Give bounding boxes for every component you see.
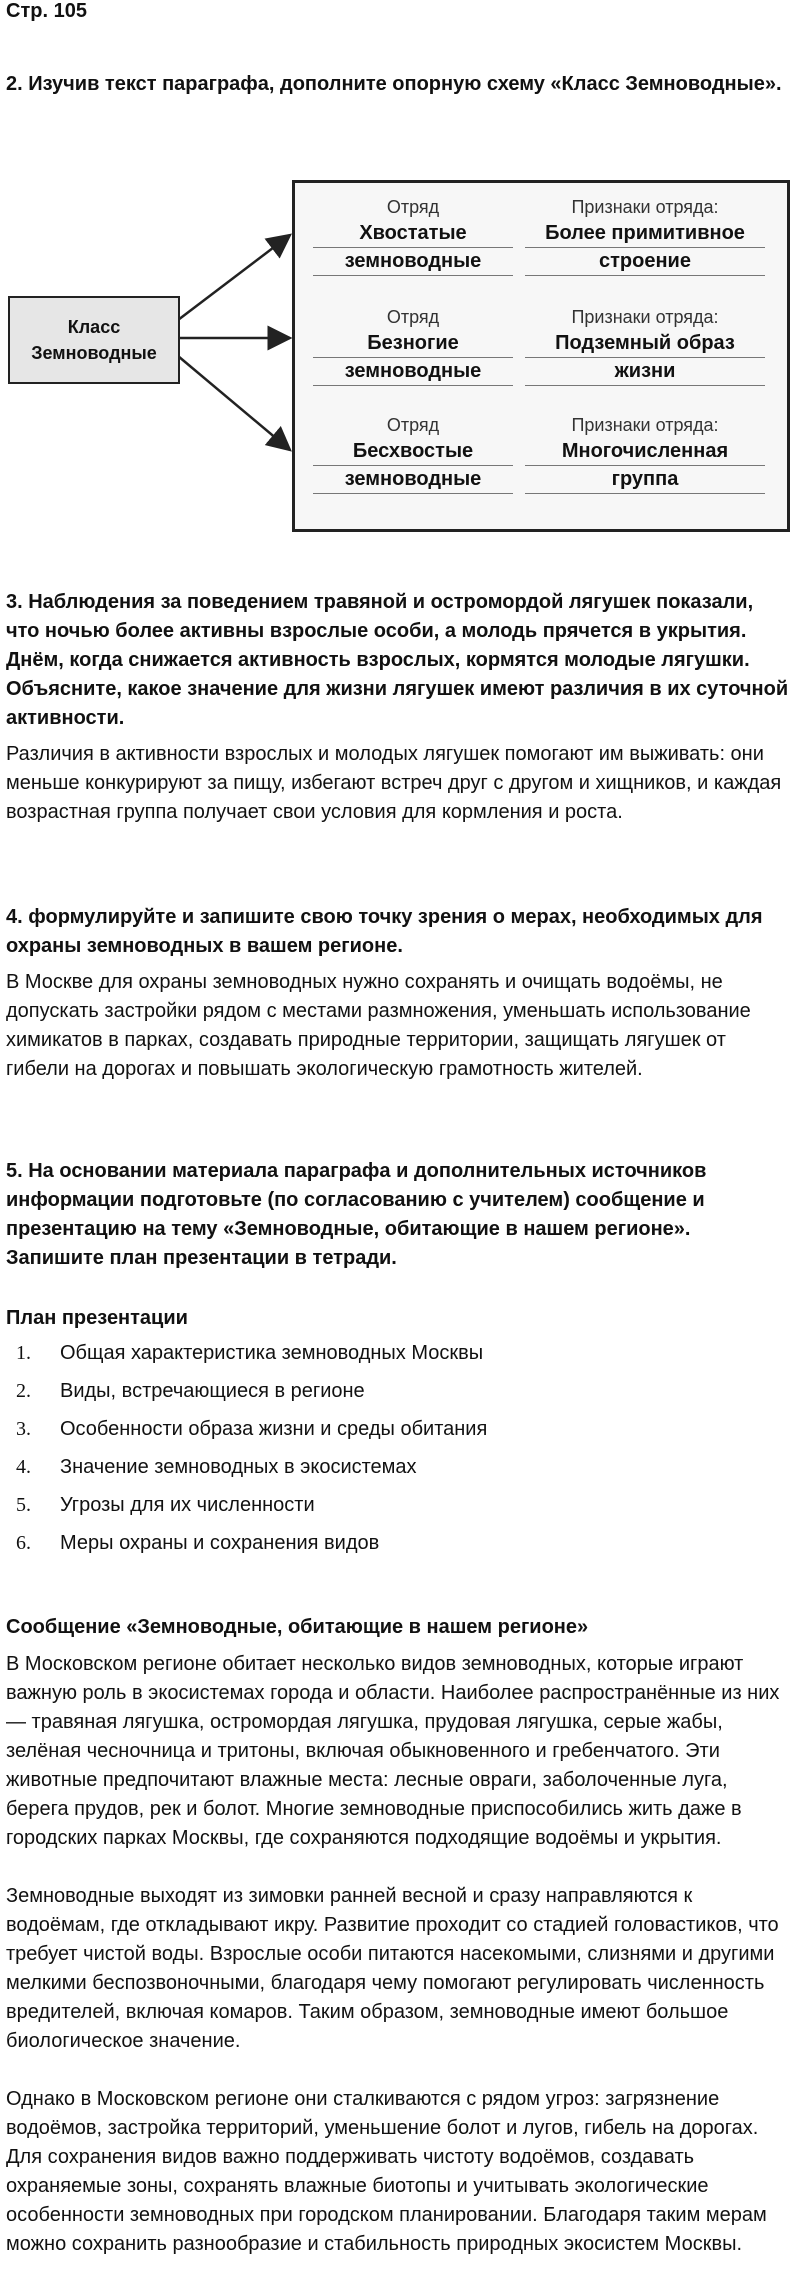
order-cell-2 [313, 305, 513, 385]
answer-line [525, 275, 765, 276]
order-label: Отряд [386, 307, 440, 327]
answer-line [525, 357, 765, 358]
list-text: Угрозы для их численности [60, 1494, 315, 1516]
order-value-line-2: земноводные [344, 360, 482, 382]
list-number: 2. [16, 1380, 31, 1402]
question-5: 5. На основании материала параграфа и дополнительных источников информации подготовьте (по согласованию с учителем) сообщение и презентацию на тему «Земноводные, обитающие в нашем регионе». Запишите план презентации в тетради. [6, 1160, 707, 1269]
answer-line [525, 465, 765, 466]
list-text: Значение земноводных в экосистемах [60, 1456, 417, 1478]
list-number: 6. [16, 1532, 31, 1554]
page-number: Стр. 105 [6, 0, 87, 22]
list-text: Виды, встречающиеся в регионе [60, 1380, 365, 1402]
signs-value-line-2: строение [599, 250, 691, 272]
signs-value-line-1: Подземный образ [555, 332, 735, 354]
answer-line [313, 465, 513, 466]
question-2: 2. Изучив текст параграфа, дополните опорную схему «Класс Земноводные». [6, 73, 782, 95]
order-value-line-2: земноводные [344, 468, 482, 490]
order-value-line-1: Хвостатые [359, 222, 467, 244]
orders-box [292, 180, 790, 532]
signs-cell-2 [525, 305, 765, 385]
class-label-line-1: Класс [67, 317, 121, 337]
order-value-line-1: Безногие [367, 332, 459, 354]
class-box [8, 296, 180, 384]
class-label-line-2: Земноводные [31, 343, 157, 363]
signs-cell-1 [525, 195, 765, 275]
answer-4: В Москве для охраны земноводных нужно сохранять и очищать водоёмы, не допускать застройки рядом с местами размножения, уменьшать использование химикатов в парках, создавать природные территории, защищать лягушек от гибели на дорогах и повышать экологическую грамотность жителей. [6, 971, 751, 1080]
answer-line [313, 357, 513, 358]
order-label: Отряд [386, 197, 440, 217]
signs-value-line-2: группа [611, 468, 679, 490]
answer-line [525, 247, 765, 248]
question-3: 3. Наблюдения за поведением травяной и остромордой лягушек показали, что ночью более активны взрослые особи, а молодь прячется в укрытия. Днём, когда снижается активность взрослых, кормятся молодые лягушки. Объясните, какое значение для жизни лягушек имеют различия в их суточной активности. [6, 591, 789, 729]
signs-cell-3 [525, 413, 765, 493]
order-value-line-1: Бесхвостые [352, 440, 474, 462]
message-title: Сообщение «Земноводные, обитающие в нашем регионе» [6, 1616, 589, 1638]
list-number: 3. [16, 1418, 31, 1440]
arrow-to-row-1 [178, 235, 290, 320]
answer-line [525, 493, 765, 494]
message-paragraph-3: Однако в Московском регионе они сталкиваются с рядом угроз: загрязнение водоёмов, застройка территорий, уменьшение болот и лугов, гибель на дорогах. Для сохранения видов важно поддерживать чистоту водоёмов, создавать охраняемые зоны, сохранять влажные биотопы и учитывать экологические особенности земноводных при городском планировании. Благодаря таким мерам можно сохранить разнообразие и стабильность природных экосистем Москвы. [6, 2088, 767, 2255]
question-4: 4. формулируйте и запишите свою точку зрения о мерах, необходимых для охраны земноводных в вашем регионе. [6, 906, 763, 957]
order-value-line-2: земноводные [344, 250, 482, 272]
list-number: 5. [16, 1494, 31, 1516]
list-number: 1. [16, 1342, 31, 1364]
class-diagram [0, 160, 800, 540]
answer-3: Различия в активности взрослых и молодых лягушек помогают им выживать: они меньше конкурируют за пищу, избегают встреч друг с другом и хищников, и каждая возрастная группа получает свои условия для кормления и роста. [6, 743, 782, 823]
order-label: Отряд [386, 415, 440, 435]
message-paragraph-2: Земноводные выходят из зимовки ранней весной и сразу направляются к водоёмам, где откладывают икру. Развитие проходит со стадией головастиков, что требует чистой воды. Взрослые особи питаются насекомыми, слизнями и другими мелкими беспозвоночными, благодаря чему помогают регулировать численность вредителей, включая комаров. Таким образом, земноводные имеют большое биологическое значение. [6, 1885, 779, 2052]
order-cell-1 [313, 195, 513, 275]
answer-line [313, 385, 513, 386]
answer-line [525, 385, 765, 386]
signs-value-line-2: жизни [614, 360, 676, 382]
signs-value-line-1: Более примитивное [545, 222, 745, 244]
signs-label: Признаки отряда: [571, 197, 719, 217]
signs-label: Признаки отряда: [571, 307, 719, 327]
arrow-to-row-3 [178, 356, 290, 450]
answer-line [313, 275, 513, 276]
order-cell-3 [313, 413, 513, 493]
answer-line [313, 247, 513, 248]
signs-label: Признаки отряда: [571, 415, 719, 435]
plan-title: План презентации [6, 1307, 188, 1329]
list-number: 4. [16, 1456, 31, 1478]
list-text: Особенности образа жизни и среды обитания [60, 1418, 488, 1440]
answer-line [313, 493, 513, 494]
signs-value-line-1: Многочисленная [561, 440, 729, 462]
list-text: Меры охраны и сохранения видов [60, 1532, 380, 1554]
list-text: Общая характеристика земноводных Москвы [60, 1342, 484, 1364]
message-paragraph-1: В Московском регионе обитает несколько видов земноводных, которые играют важную роль в экосистемах города и области. Наиболее распространённые из них — травяная лягушка, остромордая лягушка, прудовая лягушка, серые жабы, зелёная чесночница и тритоны, включая обыкновенного и гребенчатого. Эти животные предпочитают влажные места: лесные овраги, заболоченные луга, берега прудов, рек и болот. Многие земноводные приспособились жить даже в городских парках Москвы, где сохраняются подходящие водоёмы и укрытия. [6, 1653, 780, 1849]
